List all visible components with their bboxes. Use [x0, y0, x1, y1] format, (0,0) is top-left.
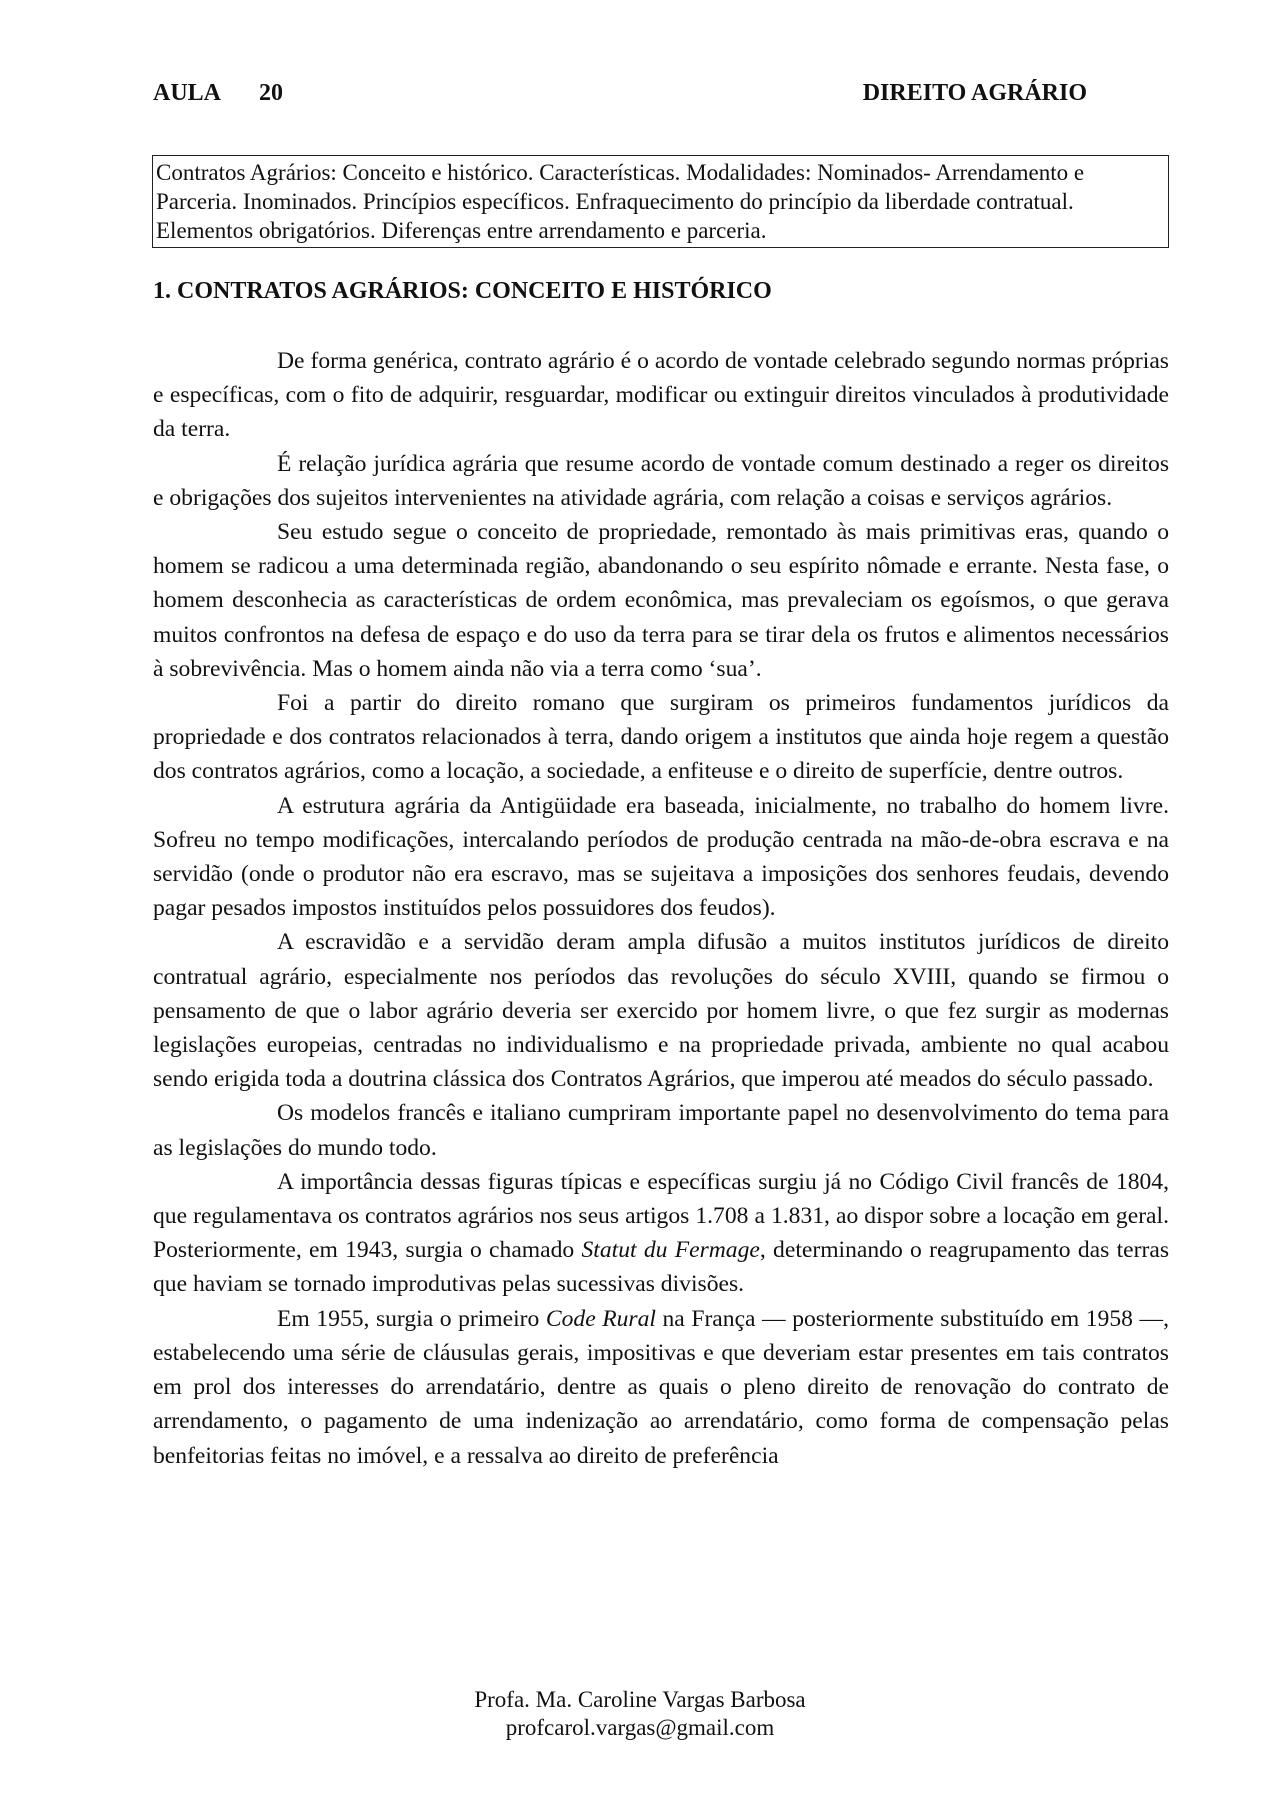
italic-term: Statut du Fermage — [581, 1237, 760, 1264]
italic-term: Code Rural — [545, 1305, 656, 1332]
lesson-label — [153, 78, 283, 108]
paragraph: É relação jurídica agrária que resume acordo de vontade comum destinado a reger os direitos e obrigações dos sujeitos intervenientes na atividade agrária, com relação a coisas e serviços agrários. — [153, 450, 1169, 511]
paragraph — [153, 1302, 1169, 1473]
page-footer — [0, 1686, 1280, 1742]
paragraph — [153, 1165, 1169, 1302]
author-name: Profa. Ma. Caroline Vargas Barbosa — [474, 1687, 806, 1712]
paragraph: De forma genérica, contrato agrário é o acordo de vontade celebrado segundo normas próprias e específicas, com o fito de adquirir, resguardar, modificar ou extinguir direitos vinculados à produtividade da terra. — [153, 348, 1169, 443]
paragraph-text: na França — posteriormente substituído em 1958 —, estabelecendo uma série de cláusulas gerais, impositivas e que deveriam estar presentes em tais contratos em prol dos interesses do arrendatário, dentre as quais o pleno direito de renovação do contrato de arrendamento, o pagamento de uma indenização ao arrendatário, como forma de compensação pelas benfeitorias feitas no imóvel, e a ressalva ao direito de preferência — [153, 1305, 1169, 1469]
body-text — [153, 344, 1169, 1473]
author-email: profcarol.vargas@gmail.com — [505, 1715, 775, 1740]
lesson-label-text: AULA — [153, 80, 222, 106]
paragraph-text: A importância dessas figuras típicas e específicas surgiu já no Código Civil francês de 1804, que regulamentava os contratos agrários nos seus artigos 1.708 a 1.831, ao dispor sobre a locação em geral. Posteriormente, em 1943, surgia o chamado — [153, 1168, 1169, 1264]
paragraph: A escravidão e a servidão deram ampla difusão a muitos institutos jurídicos de direito contratual agrário, especialmente nos períodos das revoluções do século XVIII, quando se firmou o pensamento de que o labor agrário deveria ser exercido por homem livre, o que fez surgir as modernas legislações europeias, centradas no individualismo e na propriedade privada, ambiente no qual acabou sendo erigida toda a doutrina clássica dos Contratos Agrários, que imperou até meados do século passado. — [153, 929, 1169, 1093]
paragraph-text: , determinando o reagrupamento das terras que haviam se tornado improdutivas pelas sucessivas divisões. — [153, 1237, 1170, 1298]
paragraph: Foi a partir do direito romano que surgiram os primeiros fundamentos jurídicos da propriedade e dos contratos relacionados à terra, dando origem a institutos que ainda hoje regem a questão dos contratos agrários, como a locação, a sociedade, a enfiteuse e o direito de superfície, dentre outros. — [153, 690, 1169, 785]
paragraph: Os modelos francês e italiano cumpriram importante papel no desenvolvimento do tema para as legislações do mundo todo. — [153, 1100, 1169, 1161]
paragraph: Seu estudo segue o conceito de propriedade, remontado às mais primitivas eras, quando o homem se radicou a uma determinada região, abandonando o seu espírito nômade e errante. Nesta fase, o homem desconhecia as características de ordem econômica, mas prevaleciam os egoísmos, o que gerava muitos confrontos na defesa de espaço e do uso da terra para se tirar dela os frutos e alimentos necessários à sobrevivência. Mas o homem ainda não via a terra como ‘sua’. — [153, 519, 1169, 682]
lesson-number: 20 — [259, 80, 284, 106]
paragraph: A estrutura agrária da Antigüidade era baseada, inicialmente, no trabalho do homem livre. Sofreu no tempo modificações, intercalando períodos de produção centrada na mão-de-obra escrava e na servidão (onde o produtor não era escravo, mas se sujeitava a imposições dos senhores feudais, devendo pagar pesados impostos instituídos pelos possuidores dos feudos). — [153, 792, 1169, 922]
paragraph-text: Em 1955, surgia o primeiro — [277, 1305, 546, 1332]
summary-box: Contratos Agrários: Conceito e histórico. Características. Modalidades: Nominados- Arrendamento e Parceria. Inominados. Princípios específicos. Enfraquecimento do princípio da liberdade contratual. Elementos obrigatórios. Diferenças entre arrendamento e parceria. — [152, 155, 1169, 248]
section-title: 1. CONTRATOS AGRÁRIOS: CONCEITO E HISTÓRICO — [153, 278, 772, 304]
subject-title: DIREITO AGRÁRIO — [862, 80, 1087, 106]
